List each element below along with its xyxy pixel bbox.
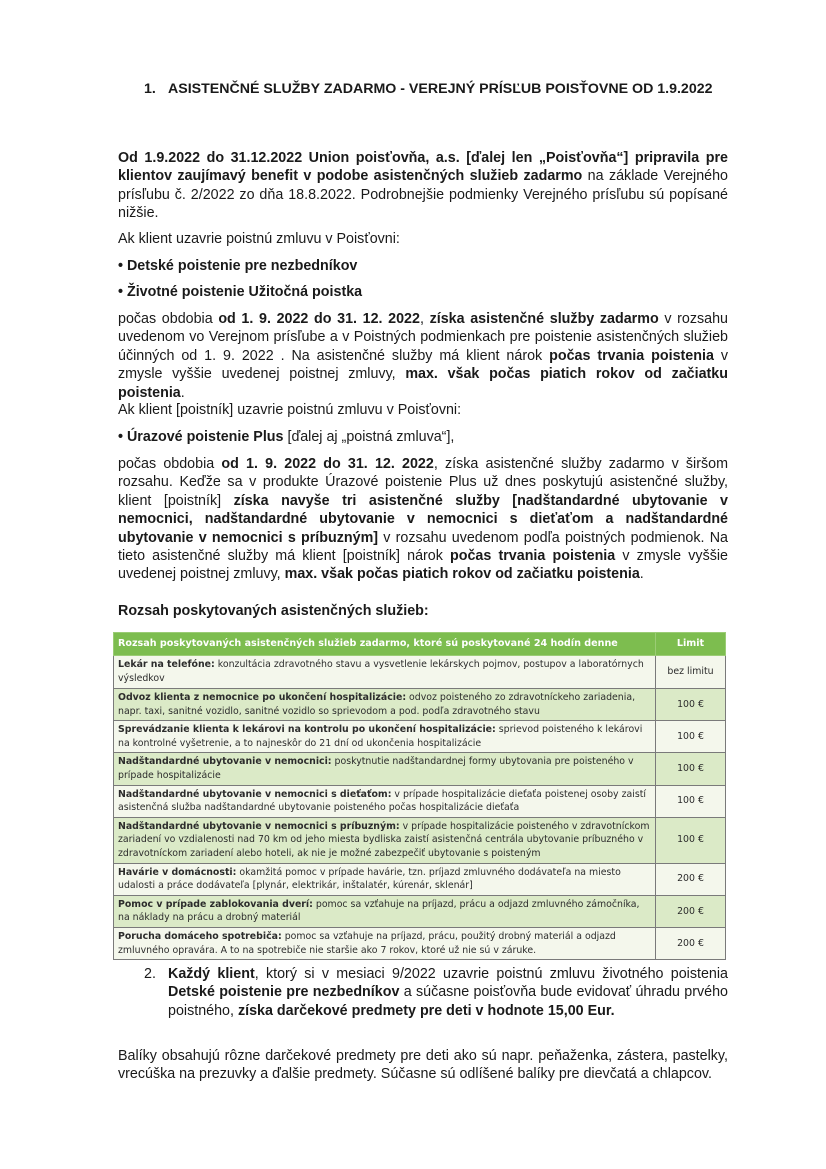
- case-1-bullet-1: [118, 257, 728, 275]
- bold-text: max. však počas piatich rokov od začiatku poistenia: [118, 366, 728, 401]
- case-2-paragraph: [118, 455, 728, 584]
- table-row: [114, 863, 726, 895]
- service-title: Porucha domáceho spotrebiča:: [118, 930, 282, 942]
- text: ,: [419, 311, 430, 327]
- service-cell: [114, 785, 656, 817]
- bold-text: počas trvania poistenia: [549, 347, 714, 364]
- bullet-urazove-poistenie: • Úrazové poistenie Plus: [118, 429, 284, 445]
- bold-text: Detské poistenie pre nezbedníkov: [168, 984, 400, 1001]
- limit-cell: 200 €: [656, 863, 726, 895]
- section-2: [118, 965, 728, 1020]
- limit-cell: 100 €: [656, 721, 726, 753]
- case-1-bullet-2: [118, 283, 728, 301]
- text: , ktorý si v mesiaci 9/2022 uzavrie poistnú zmluvu životného poistenia: [254, 966, 729, 982]
- service-title: Pomoc v prípade zablokovania dverí:: [118, 898, 313, 910]
- text: , získa asistenčné služby zadarmo v širšom rozsahu. Keďže sa v produkte Úrazové poistenie Plus už dnes poskytujú asistenčné služby, klient [poistník]: [118, 456, 728, 509]
- bullet-zivotne-poistenie: • Životné poistenie Užitočná poistka: [118, 284, 363, 300]
- service-title: Nadštandardné ubytovanie v nemocnici s príbuzným:: [118, 820, 400, 832]
- text: v rozsahu uvedenom vo Verejnom prísľube a v Poistných podmienkach pre poistenie asistenčných služieb účinných od 1. 9. 2022 . Na asistenčné služby má klient nárok: [118, 311, 728, 364]
- text: a súčasne poisťovňa bude evidovať úhradu prvého poistného,: [168, 984, 728, 1019]
- column-header-limit: Limit: [656, 633, 726, 656]
- table-row: [114, 753, 726, 785]
- text: v zmysle vyššie uvedenej poistnej zmluvy,: [118, 548, 728, 583]
- table-row: [114, 785, 726, 817]
- text: v rozsahu uvedenom podľa poistných podmienok. Na tieto asistenčné služby má klient [poistník] nárok: [118, 529, 728, 565]
- section-2-number: 2.: [144, 966, 156, 982]
- service-cell: [114, 817, 656, 863]
- text: .: [180, 384, 185, 401]
- service-desc: v prípade hospitalizácie dieťaťa poistenej osoby zaistí asistenčná služba nadštandardné ubytovanie poisteného počas hospitalizácie dieťaťa: [118, 788, 647, 814]
- service-title: Nadštandardné ubytovanie v nemocnici:: [118, 756, 332, 768]
- case-2-lead: [118, 401, 728, 419]
- bold-text: získa asistenčné služby zadarmo: [429, 311, 659, 327]
- text: [ďalej aj „poistná zmluva“],: [283, 429, 455, 445]
- limit-cell: 200 €: [656, 895, 726, 927]
- text: počas obdobia: [118, 456, 222, 472]
- service-cell: [114, 895, 656, 927]
- service-title: Lekár na telefóne:: [118, 659, 215, 671]
- service-title: Havárie v domácnosti:: [118, 866, 237, 878]
- text: .: [639, 566, 644, 583]
- service-cell: [114, 927, 656, 959]
- scope-heading: [118, 602, 728, 620]
- bold-text: počas trvania poistenia: [450, 548, 616, 565]
- case-2-lead-text: Ak klient [poistník] uzavrie poistnú zmluvu v Poisťovni:: [118, 402, 462, 418]
- table-header-row: [114, 633, 726, 656]
- service-cell: [114, 863, 656, 895]
- case-2-bullet: [118, 428, 728, 446]
- scope-heading-text: Rozsah poskytovaných asistenčných služieb:: [118, 603, 429, 619]
- text: počas obdobia: [118, 311, 219, 327]
- table-row: [114, 927, 726, 959]
- bold-text: od 1. 9. 2022 do 31. 12. 2022: [221, 456, 434, 472]
- section-1-heading: [118, 80, 728, 99]
- bold-text: získa darčekové predmety pre deti v hodnote 15,00 Eur.: [237, 1002, 615, 1019]
- service-title: Odvoz klienta z nemocnice po ukončení hospitalizácie:: [118, 692, 407, 703]
- section-title: ASISTENČNÉ SLUŽBY ZADARMO - VEREJNÝ PRÍSĽUB POISŤOVNE OD 1.9.2022: [168, 81, 713, 97]
- table-row: [114, 895, 726, 927]
- service-cell: [114, 721, 656, 753]
- text: v zmysle vyššie uvedenej poistnej zmluvy,: [118, 347, 728, 383]
- table-row: [114, 721, 726, 753]
- column-header-scope: Rozsah poskytovaných asistenčných služieb zadarmo, ktoré sú poskytované 24 hodín denne: [114, 633, 656, 656]
- service-desc: konzultácia zdravotného stavu a vysvetlenie lekárskych pojmov, postupov a laboratórnych výsledkov: [118, 659, 644, 684]
- service-desc: sprievod poisteného k lekárovi na kontrolné vyšetrenie, a to najneskôr do 21 dní od ukončenia hospitalizácie: [118, 724, 643, 749]
- closing-paragraph: [118, 1047, 728, 1084]
- intro-bold: Od 1.9.2022 do 31.12.2022 Union poisťovňa, a.s. [ďalej len „Poisťovňa“] pripravila pre klientov zaujímavý benefit v podobe asistenčných služieb zadarmo: [118, 150, 728, 185]
- bullet-detske-poistenie: • Detské poistenie pre nezbedníkov: [118, 258, 358, 274]
- service-desc: okamžitá pomoc v prípade havárie, tzn. príjazd zmluvného dodávateľa na miesto udalosti a práce dodávateľa [plynár, elektrikár, inštalatér, kúrenár, sklenár]: [118, 866, 621, 892]
- limit-cell: 100 €: [656, 817, 726, 863]
- bold-text: Každý klient: [168, 966, 255, 982]
- section-number: 1.: [144, 81, 156, 97]
- services-table: [113, 632, 726, 960]
- intro-paragraph: [118, 149, 728, 223]
- service-desc: pomoc sa vzťahuje na príjazd, prácu, použitý drobný materiál a odjazd zmluvného opravára. A to na spotrebiče nie staršie ako 7 rokov, ktoré už nie sú v záruke.: [118, 930, 616, 956]
- limit-cell: bez limitu: [656, 656, 726, 689]
- case-1-paragraph: [118, 310, 728, 402]
- service-cell: [114, 689, 656, 721]
- table-row: [114, 817, 726, 863]
- limit-cell: 100 €: [656, 689, 726, 721]
- case-1-lead: [118, 230, 728, 248]
- bold-text: max. však počas piatich rokov od začiatku poistenia: [284, 566, 640, 583]
- closing-text: Balíky obsahujú rôzne darčekové predmety pre deti ako sú napr. peňaženka, zástera, pastelky, vrecúška na prezuvky a ďalšie predmety. Súčasne sú odlíšené balíky pre dievčatá a chlapcov.: [118, 1048, 728, 1083]
- table-row: [114, 689, 726, 721]
- bold-text: od 1. 9. 2022 do 31. 12. 2022: [218, 311, 420, 327]
- service-title: Nadštandardné ubytovanie v nemocnici s dieťaťom:: [118, 788, 392, 800]
- limit-cell: 100 €: [656, 753, 726, 785]
- service-desc: v prípade hospitalizácie poisteného v zdravotníckom zariadení vo vzdialenosti nad 70 km od jeho miesta bydliska zaistí asistenčná centrála ubytovanie príbuzného v zdravotníckom zariadení alebo hoteli, ak nie je možné zabezpečiť ubytovanie s poisteným: [118, 820, 650, 859]
- intro-rest: na základe Verejného prísľubu č. 2/2022 zo dňa 18.8.2022. Podrobnejšie podmienky Verejného prísľubu sú popísané nižšie.: [118, 168, 728, 222]
- service-desc: poskytnutie nadštandardnej formy ubytovania pre poisteného v prípade hospitalizácie: [118, 756, 634, 781]
- table-row: [114, 656, 726, 689]
- service-cell: [114, 656, 656, 689]
- bold-text: získa navyše tri asistenčné služby [nadštandardné ubytovanie v nemocnici, nadštandardné ubytovanie v nemocnici s dieťaťom a nadštandardné ubytovanie v nemocnici s príbuzným]: [118, 492, 728, 546]
- limit-cell: 200 €: [656, 927, 726, 959]
- service-cell: [114, 753, 656, 785]
- service-desc: odvoz poisteného zo zdravotníckeho zariadenia, napr. taxi, sanitné vozidlo, sanitné vozidlo so sprievodom a pod. podľa zdravotného stavu: [118, 692, 636, 717]
- service-desc: pomoc sa vzťahuje na príjazd, prácu a odjazd zmluvného zámočníka, na náklady na prácu a drobný materiál: [118, 898, 640, 924]
- limit-cell: 100 €: [656, 785, 726, 817]
- case-1-lead-text: Ak klient uzavrie poistnú zmluvu v Poisťovni:: [118, 231, 400, 247]
- service-title: Sprevádzanie klienta k lekárovi na kontrolu po ukončení hospitalizácie:: [118, 724, 496, 736]
